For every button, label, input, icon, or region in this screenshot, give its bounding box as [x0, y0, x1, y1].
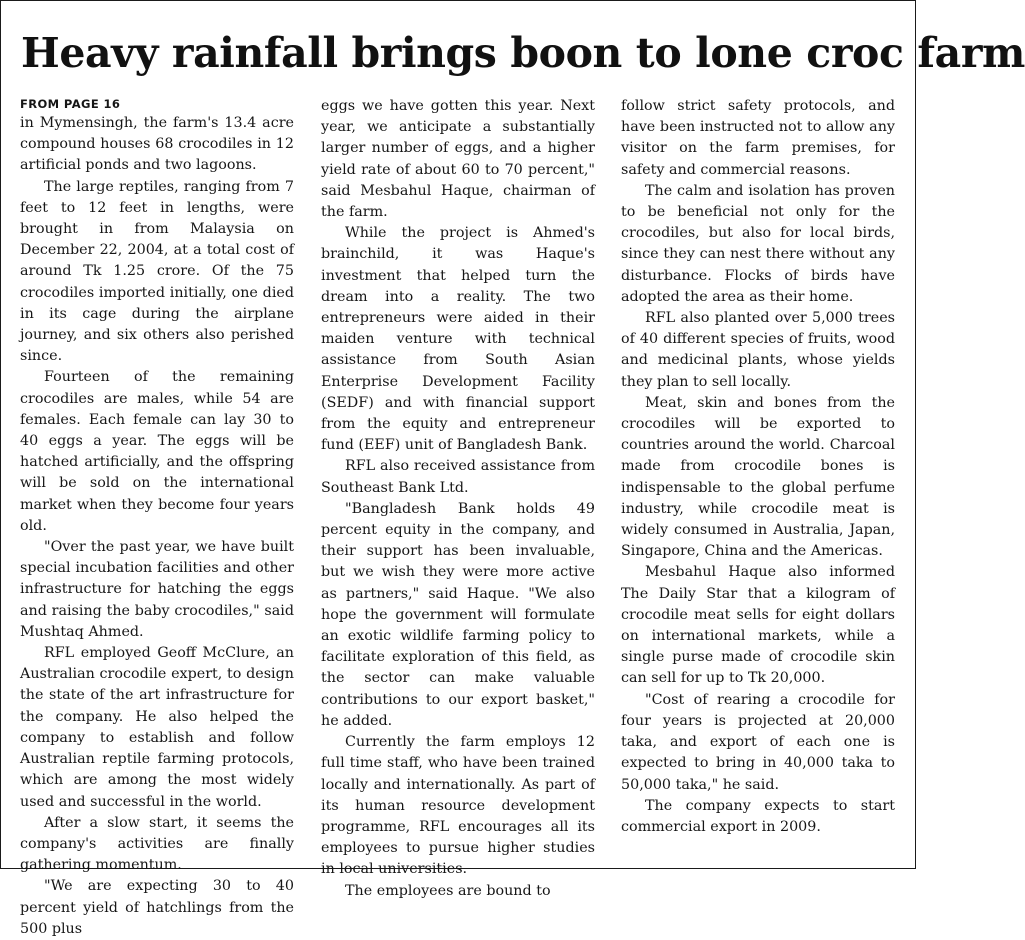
paragraph: The company expects to start commercial export in 2009.: [621, 797, 895, 835]
paragraph: Mesbahul Haque also informed The Daily Star that a kilogram of crocodile meat sells for eight dollars on international markets, while a single purse made of crocodile skin can sell for up to Tk 20,000.: [621, 564, 895, 687]
paragraph: After a slow start, it seems the company's activities are finally gathering momentum.: [20, 814, 294, 874]
paragraph: "We are expecting 30 to 40 percent yield of hatchlings from the 500 plus: [20, 878, 294, 937]
paragraph: in Mymensingh, the farm's 13.4 acre compound houses 68 crocodiles in 12 artificial ponds and two lagoons.: [20, 115, 294, 174]
paragraph: "Bangladesh Bank holds 49 percent equity in the company, and their support has been invaluable, but we wish they were more active as partners," said Haque. "We also hope the government will formulate an exotic wildlife farming policy to facilitate exploration of this field, as the sector can make valuable contributions to our export basket," he added.: [321, 500, 595, 729]
paragraph: While the project is Ahmed's brainchild, it was Haque's investment that helped turn the dream into a reality. The two entrepreneurs were aided in their maiden venture with technical assistance from South Asian Enterprise Development Facility (SEDF) and with financial support from the equity and entrepreneur fund (EEF) unit of Bangladesh Bank.: [321, 225, 595, 454]
paragraph: follow strict safety protocols, and have been instructed not to allow any visitor on the farm premises, for safety and commercial reasons.: [621, 98, 895, 178]
paragraph: The calm and isolation has proven to be beneficial not only for the crocodiles, but also for local birds, since they can nest there without any disturbance. Flocks of birds have adopted the area as their home.: [621, 182, 895, 305]
paragraph: Meat, skin and bones from the crocodiles will be exported to countries around the world. Charcoal made from crocodile bones is indispensable to the global perfume industry, while crocodile meat is widely consumed in Australia, Japan, Singapore, China and the Americas.: [621, 394, 895, 560]
paragraph: "Over the past year, we have built special incubation facilities and other infrastructure for hatching the eggs and raising the baby crocodiles," said Mushtaq Ahmed.: [20, 539, 294, 640]
article-column-3: [621, 96, 895, 838]
paragraph: RFL employed Geoff McClure, an Australian crocodile expert, to design the state of the art infrastructure for the company. He also helped the company to establish and follow Australian reptile farming protocols, which are among the most widely used and successful in the world.: [20, 645, 294, 810]
paragraph: RFL also received assistance from Southeast Bank Ltd.: [321, 458, 595, 496]
paragraph: Fourteen of the remaining crocodiles are males, while 54 are females. Each female can lay 30 to 40 eggs a year. The eggs will be hatched artificially, and the offspring will be sold on the international market when they become four years old.: [20, 369, 294, 534]
article-column-2: [321, 96, 595, 902]
paragraph: "Cost of rearing a crocodile for four years is projected at 20,000 taka, and export of each one is expected to bring in 40,000 taka to 50,000 taka," he said.: [621, 691, 895, 793]
paragraph: The employees are bound to: [345, 882, 551, 899]
paragraph: RFL also planted over 5,000 trees of 40 different species of fruits, wood and medicinal plants, whose yields they plan to sell locally.: [621, 310, 895, 390]
article-column-1: [20, 97, 294, 940]
headline: Heavy rainfall brings boon to lone croc farm: [21, 29, 1025, 77]
paragraph: eggs we have gotten this year. Next year, we anticipate a substantially larger number of eggs, and a higher yield rate of about 60 to 70 percent," said Mesbahul Haque, chairman of the farm.: [321, 98, 595, 221]
continued-from-label: FROM PAGE 16: [20, 97, 121, 111]
paragraph: The large reptiles, ranging from 7 feet to 12 feet in lengths, were brought in from Malaysia on December 22, 2004, at a total cost of around Tk 1.25 crore. Of the 75 crocodiles imported initially, one died in its cage during the airplane journey, and six others also perished since.: [20, 178, 294, 365]
paragraph: Currently the farm employs 12 full time staff, who have been trained locally and internationally. As part of its human resource development programme, RFL encourages all its employees to pursue higher studies in local universities.: [321, 734, 595, 878]
